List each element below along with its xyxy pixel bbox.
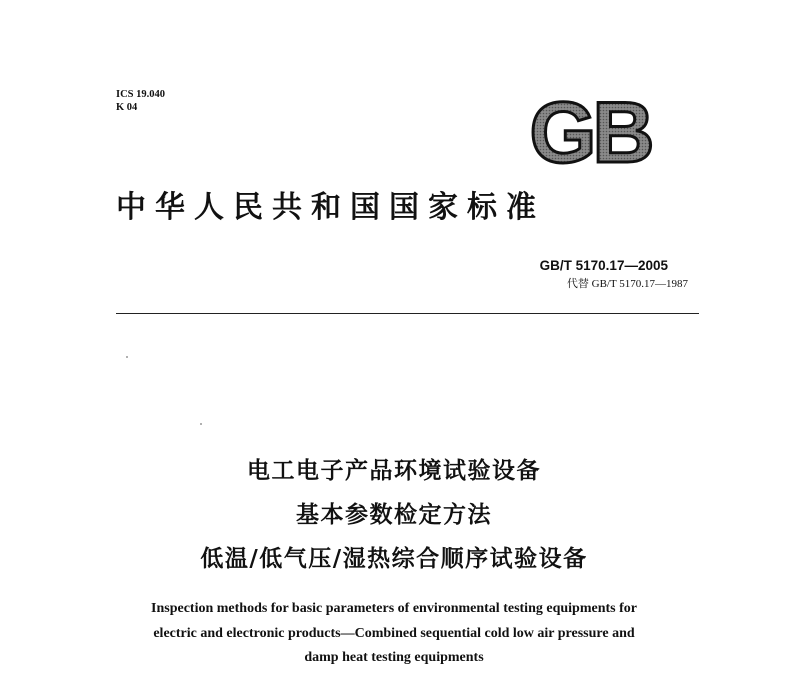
standard-name: 中华人民共和国国家标准	[116, 190, 545, 225]
classification-codes	[116, 88, 165, 114]
title-en-line-3: damp heat testing equipments	[304, 650, 484, 665]
title-cn-line-2: 基本参数检定方法	[296, 502, 492, 528]
title-cn-line-3: 低温/低气压/湿热综合顺序试验设备	[200, 546, 588, 572]
ccs-code: K 04	[116, 102, 138, 113]
title-en-line-2: electric and electronic products—Combined sequential cold low air pressure and	[153, 626, 635, 641]
gb-logo-text: GB	[529, 94, 651, 168]
header-divider	[116, 313, 699, 314]
speck	[126, 356, 128, 358]
title-cn-line-1: 电工电子产品环境试验设备	[247, 458, 541, 484]
replaced-standard: 代替 GB/T 5170.17—1987	[566, 278, 688, 290]
speck	[200, 423, 202, 425]
gb-logo	[518, 94, 662, 168]
ics-code: ICS 19.040	[116, 89, 166, 100]
standard-number: GB/T 5170.17—2005	[539, 258, 668, 273]
title-en-line-1: Inspection methods for basic parameters of environmental testing equipments for	[151, 601, 637, 616]
